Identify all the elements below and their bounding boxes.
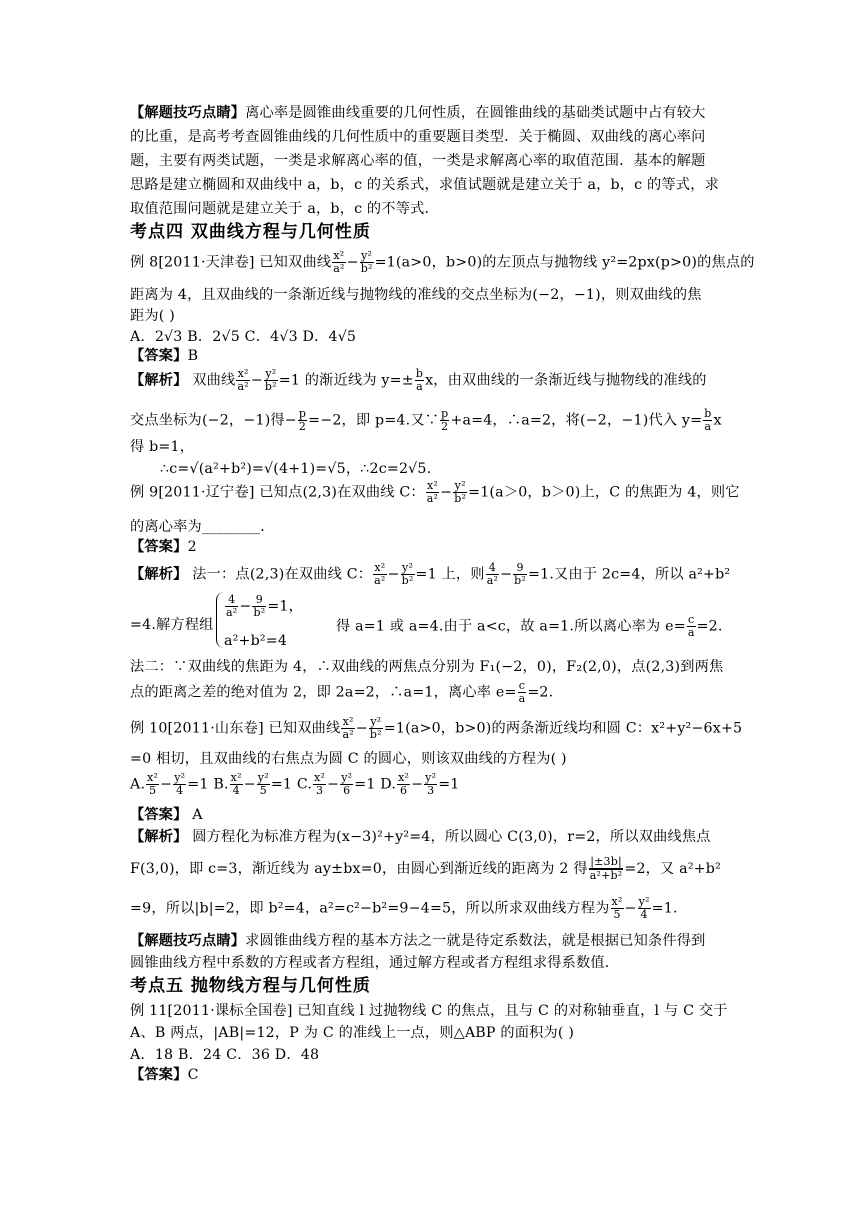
example-9-question: 例 9[2011·辽宁卷] 已知点(2,3)在双曲线 C： $\frac{\text{x²}}{\text{a²}}$ − $\frac{\text{y²}}{\text{b²}}$ =1(a＞0，b＞0)上，C 的焦距为 4，则它 — [130, 479, 740, 505]
example-8-solution-line: 得 b=1， — [130, 439, 195, 455]
equation-system-line: $\frac{4}{\text{a²}}$ − $\frac{9}{\text{b²}}$ =1， — [226, 593, 304, 619]
example-11-answer: 【答案】C — [130, 1067, 199, 1083]
example-9-solution-line: =4.解方程组 — [130, 617, 214, 633]
example-8-solution: 【解析】 双曲线 $\frac{\text{x²}}{\text{a²}}$ − $\frac{\text{y²}}{\text{b²}}$ =1 的渐近线为 y=± $\frac{b}{a}$ x，由双曲线的一条渐近线与抛物线的准线的 — [130, 367, 707, 393]
tips-paragraph-line: 的比重，是高考考查圆锥曲线的几何性质中的重要题目类型．关于椭圆、双曲线的离心率问 — [130, 129, 706, 145]
tips-paragraph-line: 思路是建立椭圆和双曲线中 a，b，c 的关系式，求值试题就是建立关于 a，b，c 的等式，求 — [130, 177, 719, 193]
fraction-x2-a2: $\frac{\text{x²}}{\text{a²}}$ — [333, 249, 345, 275]
example-10-question-line: =0 相切，且双曲线的右焦点为圆 C 的圆心，则该双曲线的方程为( ) — [130, 751, 567, 767]
example-8-question-line: 距离为 4，且双曲线的一条渐近线与抛物线的准线的交点坐标为(−2，−1)，则双曲线的焦 — [130, 287, 702, 303]
example-10-options: A. $\frac{\text{x²}}{5}$ − $\frac{\text{y²}}{4}$ =1 B. $\frac{\text{x²}}{4}$ − $\frac{\text{y²}}{5}$ =1 C. $\frac{\text{x²}}{3}$ − $\frac{\text{y²}}{6}$ =1 D. $\frac{\text{x²}}{6}$ − $\frac{\text{y²}}{3}$ =1 — [130, 771, 460, 797]
equation-system-line: a²+b²=4 — [224, 633, 288, 649]
tips-paragraph-line: 【解题技巧点睛】求圆锥曲线方程的基本方法之一就是待定系数法，就是根据已知条件得到 — [130, 933, 706, 949]
example-9-answer: 【答案】2 — [130, 539, 197, 555]
example-8-solution-line: ∴c=√(a²+b²)=√(4+1)=√5，∴2c=2√5. — [160, 461, 432, 477]
example-10-answer: 【答案】 A — [130, 807, 203, 823]
example-8-options: A．2√3 B．2√5 C．4√3 D．4√5 — [130, 329, 357, 345]
tips-paragraph-line: 题，主要有两类试题，一类是求解离心率的值，一类是求解离心率的取值范围．基本的解题 — [130, 153, 706, 169]
example-10-solution-line: F(3,0)，即 c=3，渐近线为 ay±bx=0，由圆心到渐近线的距离为 2 得 $\frac{|\pm 3b|}{\text{a²+b²}}$ =2，又 a²+b² — [130, 855, 721, 882]
example-9-question-line: 的离心率为________． — [130, 519, 275, 535]
section-heading: 考点五 抛物线方程与几何性质 — [130, 976, 371, 996]
example-8-question: 例 8[2011·天津卷] 已知双曲线 $\frac{\text{x²}}{\text{a²}}$ − $\frac{\text{y²}}{\text{b²}}$ =1(a>0，b>0)的左顶点与抛物线 y²=2px(p>0)的焦点的 — [130, 249, 755, 275]
tips-paragraph-line: 【解题技巧点睛】离心率是圆锥曲线重要的几何性质，在圆锥曲线的基础类试题中占有较大 — [130, 105, 706, 121]
example-9-solution-line: 法二：∵双曲线的焦距为 4，∴双曲线的两焦点分别为 F₁(−2，0)，F₂(2,0)，点(2,3)到两焦 — [130, 659, 724, 675]
fraction-y2-b2: $\frac{\text{y²}}{\text{b²}}$ — [360, 249, 373, 275]
example-10-solution-line: =9，所以|b|=2，即 b²=4，a²=c²−b²=9−4=5，所以所求双曲线方程为 $\frac{\text{x²}}{5}$ − $\frac{\text{y²}}{4}$ =1. — [130, 895, 678, 921]
tips-paragraph-line: 取值范围问题就是建立关于 a，b，c 的不等式． — [130, 201, 439, 217]
example-8-answer: 【答案】B — [130, 348, 199, 364]
example-8-solution-line: 交点坐标为(−2，−1)得− $\frac{p}{2}$ =−2，即 p=4.又∵ $\frac{p}{2}$ +a=4，∴a=2，将(−2，−1)代入 y= $\frac{b}{a}$ x — [130, 407, 722, 433]
tips-paragraph-line: 圆锥曲线方程中系数的方程或者方程组，通过解方程或者方程组求得系数值． — [130, 955, 620, 971]
section-heading: 考点四 双曲线方程与几何性质 — [130, 222, 371, 242]
example-11-question: 例 11[2011·课标全国卷] 已知直线 l 过抛物线 C 的焦点，且与 C 的对称轴垂直，l 与 C 交于 — [130, 1003, 728, 1019]
example-9-solution-line: 点的距离之差的绝对值为 2，即 2a=2，∴a=1，离心率 e= $\frac{c}{a}$ =2. — [130, 679, 554, 705]
example-8-question-line: 距为( ) — [130, 308, 175, 324]
example-10-question: 例 10[2011·山东卷] 已知双曲线 $\frac{\text{x²}}{\text{a²}}$ − $\frac{\text{y²}}{\text{b²}}$ =1(a>0，b>0)的两条渐近线均和圆 C：x²+y²−6x+5 — [130, 715, 743, 741]
example-9-solution: 【解析】 法一：点(2,3)在双曲线 C： $\frac{\text{x²}}{\text{a²}}$ − $\frac{\text{y²}}{\text{b²}}$ =1 上，则 $\frac{4}{\text{a²}}$ − $\frac{9}{\text{b²}}$ =1.又由于 2c=4，所以 a²+b² — [130, 561, 731, 587]
example-9-solution-line: 得 a=1 或 a=4.由于 a<c，故 a=1.所以离心率为 e= $\frac{c}{a}$ =2. — [336, 613, 723, 639]
tips-label: 【解题技巧点睛】 — [130, 105, 246, 121]
tips-label: 【解题技巧点睛】 — [130, 933, 246, 949]
example-11-question-line: A、B 两点，|AB|=12，P 为 C 的准线上一点，则△ABP 的面积为( ) — [130, 1025, 575, 1041]
example-10-solution: 【解析】 圆方程化为标准方程为(x−3)²+y²=4，所以圆心 C(3,0)，r=2，所以双曲线焦点 — [130, 829, 711, 845]
example-11-options: A．18 B．24 C．36 D．48 — [130, 1047, 320, 1063]
